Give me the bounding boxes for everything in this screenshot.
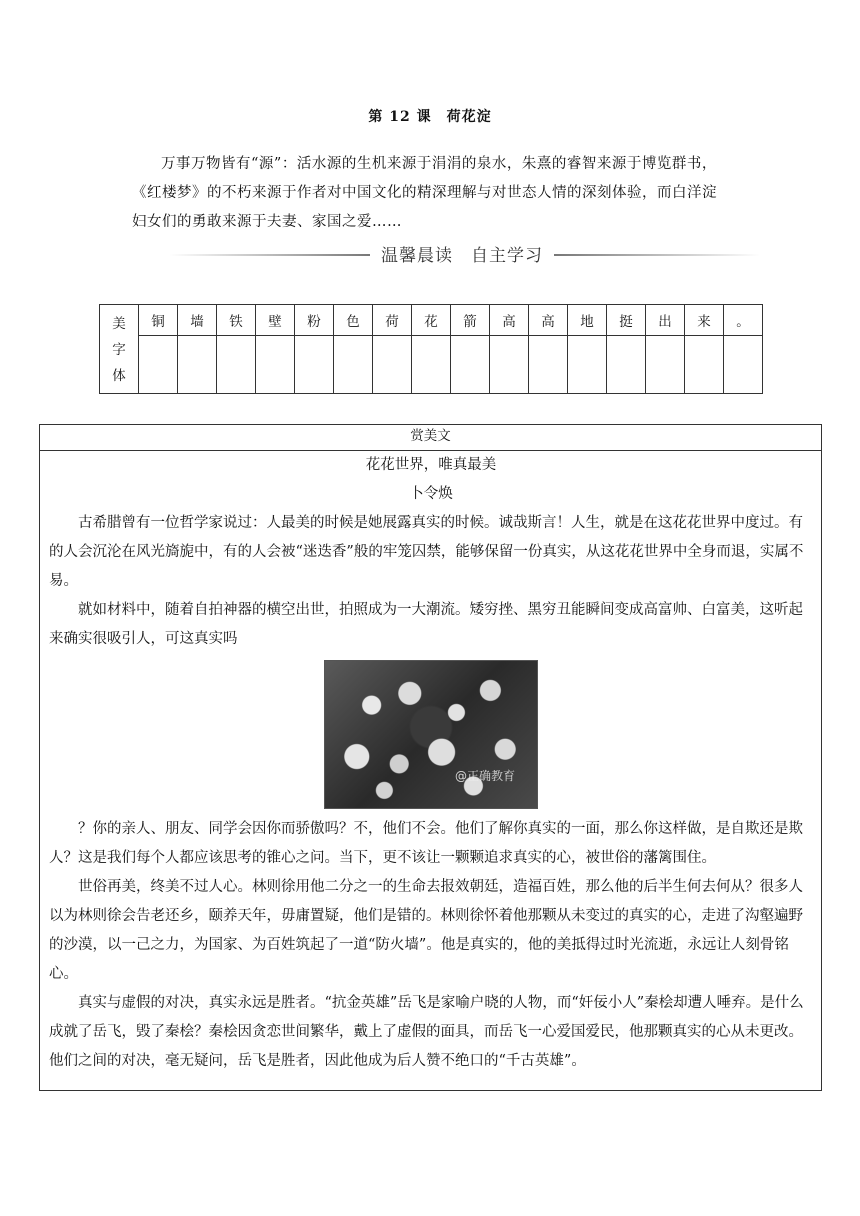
intro-line: 万事万物皆有“源”：活水源的生机来源于涓涓的泉水，朱熹的睿智来源于博览群书， xyxy=(161,156,717,172)
section-heading xyxy=(170,241,760,271)
label-char: 体 xyxy=(112,368,126,384)
essay-title: 花花世界，唯真最美 xyxy=(365,457,497,473)
practice-cell[interactable] xyxy=(490,336,529,394)
model-char: 箭 xyxy=(451,305,490,336)
essay-author: 卜令焕 xyxy=(409,486,453,502)
flower-photo xyxy=(324,660,538,809)
model-char: 来 xyxy=(685,305,724,336)
essay-box xyxy=(39,424,822,1091)
section-heading-text: 温馨晨读 自主学习 xyxy=(381,246,543,266)
intro-paragraph xyxy=(132,150,772,237)
model-char: 色 xyxy=(334,305,373,336)
essay-paragraph: 世俗再美，终美不过人心。林则徐用他二分之一的生命去报效朝廷，造福百姓，那么他的后半生何去何从？很多人以为林则徐会告老还乡，颐养天年，毋庸置疑，他们是错的。林则徐怀着他那颗从未变过的真实的心，走进了沟壑遍野的沙漠，以一己之力，为国家、为百姓筑起了一道“防火墙”。他是真实的，他的美抵得过时光流逝，永远让人刻骨铭心。 xyxy=(49,879,803,982)
practice-cell[interactable] xyxy=(568,336,607,394)
practice-cell[interactable] xyxy=(529,336,568,394)
essay-paragraph: 真实与虚假的对决，真实永远是胜者。“抗金英雄”岳飞是家喻户晓的人物，而“奸佞小人”秦桧却遭人唾弃。是什么成就了岳飞，毁了秦桧？秦桧因贪恋世间繁华，戴上了虚假的面具，而岳飞一心爱国爱民，他那颗真实的心从未更改。他们之间的对决，毫无疑问，岳飞是胜者，因此他成为后人赞不绝口的“千古英雄”。 xyxy=(49,995,804,1069)
model-char: 荷 xyxy=(373,305,412,336)
model-char: 。 xyxy=(724,305,763,336)
label-char: 美 xyxy=(112,316,126,332)
practice-cell[interactable] xyxy=(373,336,412,394)
practice-cell[interactable] xyxy=(178,336,217,394)
heading-rule-left xyxy=(170,254,370,256)
practice-cell[interactable] xyxy=(217,336,256,394)
label-char: 字 xyxy=(112,342,126,358)
practice-cell[interactable] xyxy=(724,336,763,394)
essay-paragraph: ？你的亲人、朋友、同学会因你而骄傲吗？不，他们不会。他们了解你真实的一面，那么你这样做，是自欺还是欺人？这是我们每个人都应该思考的锥心之问。当下，更不该让一颗颗追求真实的心，被世俗的藩篱围住。 xyxy=(49,821,803,866)
practice-cell[interactable] xyxy=(139,336,178,394)
practice-cell[interactable] xyxy=(334,336,373,394)
model-char: 挺 xyxy=(607,305,646,336)
essay-box-heading: 赏美文 xyxy=(40,425,821,451)
practice-cell[interactable] xyxy=(256,336,295,394)
heading-rule-right xyxy=(554,254,760,256)
essay-paragraph: 就如材料中，随着自拍神器的横空出世，拍照成为一大潮流。矮穷挫、黑穷丑能瞬间变成高富帅、白富美，这听起来确实很吸引人，可这真实吗 xyxy=(49,602,803,647)
model-char: 铁 xyxy=(217,305,256,336)
practice-cell[interactable] xyxy=(412,336,451,394)
table-row-label xyxy=(100,305,139,394)
calligraphy-practice-table xyxy=(99,304,763,394)
intro-line: 《红楼梦》的不朽来源于作者对中国文化的精深理解与对世态人情的深刻体验，而白洋淀 xyxy=(132,185,717,201)
photo-watermark: @正确教育 xyxy=(454,769,515,783)
model-char: 壁 xyxy=(256,305,295,336)
intro-line: 妇女们的勇敢来源于夫妻、家国之爱…… xyxy=(132,214,402,230)
lesson-title: 第 12 课 荷花淀 xyxy=(368,109,492,125)
model-char: 铜 xyxy=(139,305,178,336)
practice-cell[interactable] xyxy=(646,336,685,394)
model-char: 粉 xyxy=(295,305,334,336)
model-char: 出 xyxy=(646,305,685,336)
model-char: 高 xyxy=(529,305,568,336)
model-char: 高 xyxy=(490,305,529,336)
essay-content xyxy=(40,451,821,1076)
practice-cell[interactable] xyxy=(607,336,646,394)
model-char: 花 xyxy=(412,305,451,336)
essay-paragraph: 古希腊曾有一位哲学家说过：人最美的时候是她展露真实的时候。诚哉斯言！人生，就是在这花花世界中度过。有的人会沉沦在风光旖旎中，有的人会被“迷迭香”般的牢笼囚禁，能够保留一份真实，从这花花世界中全身而退，实属不易。 xyxy=(49,515,804,589)
practice-cell[interactable] xyxy=(295,336,334,394)
practice-cell[interactable] xyxy=(685,336,724,394)
practice-cell[interactable] xyxy=(451,336,490,394)
model-char: 墙 xyxy=(178,305,217,336)
model-char: 地 xyxy=(568,305,607,336)
